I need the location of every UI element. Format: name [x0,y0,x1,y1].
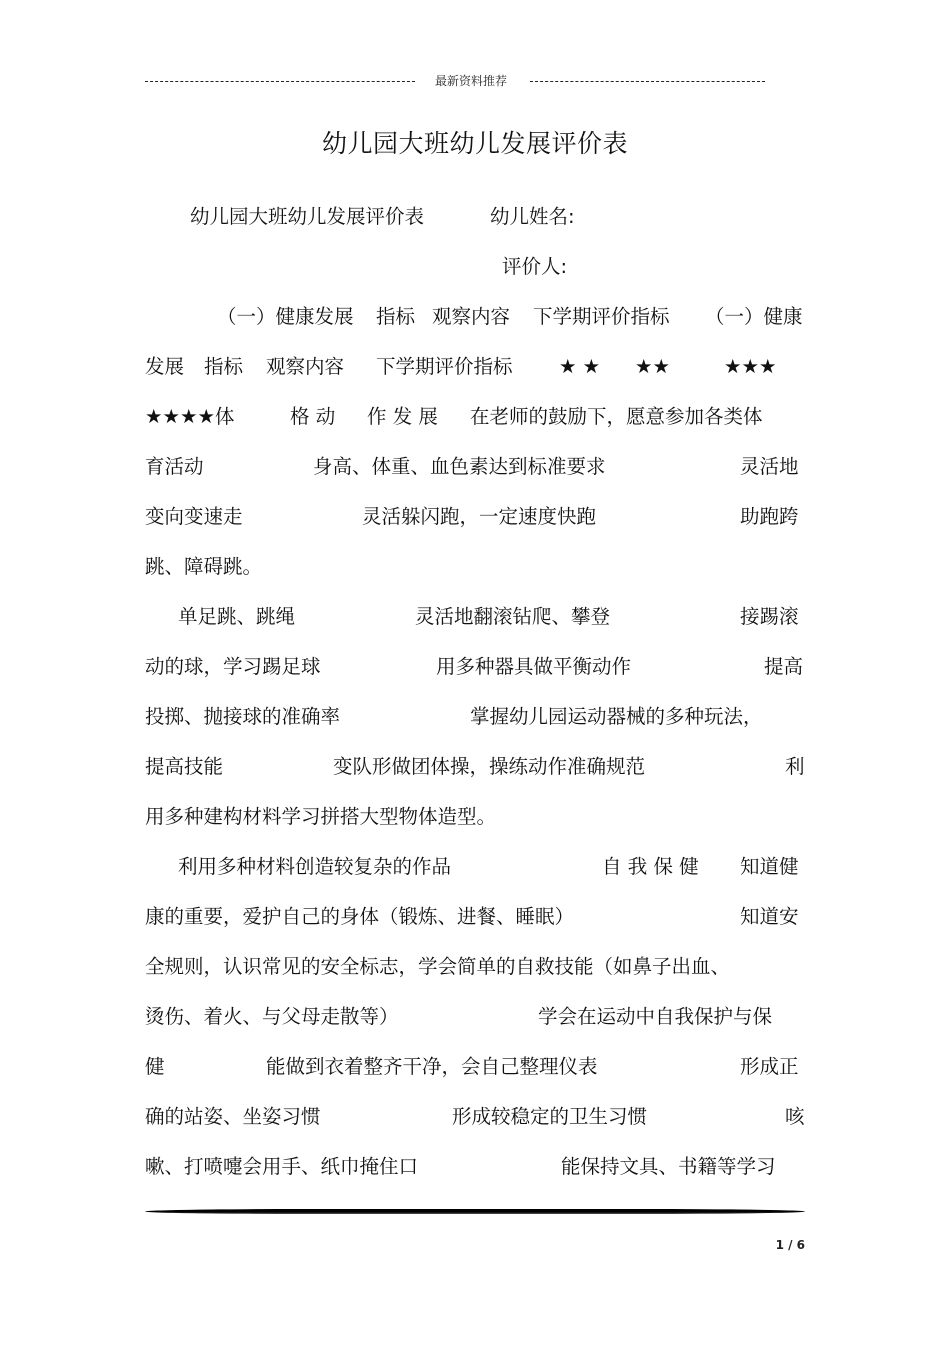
body-line [145,1142,805,1192]
text-segment: 变向变速走 [145,505,243,528]
text-segment: 指标 [376,305,416,328]
text-segment: 确的站姿、坐姿习惯 [145,1105,321,1128]
page-number: 1 / 6 [775,1238,805,1252]
page-header [145,72,805,90]
text-segment: 康的重要，爱护自己的身体（锻炼、进餐、睡眠） [145,905,575,928]
text-segment: ★ ★ [559,355,601,378]
text-segment: 嗽、打喷嚏会用手、纸巾掩住口 [145,1155,419,1178]
text-segment: 知道安 [740,905,799,928]
text-segment: 烫伤、着火、与父母走散等） [145,1005,399,1028]
header-dashed-rule-left [145,81,415,82]
text-segment: 能做到衣着整齐干净，会自己整理仪表 [266,1055,598,1078]
text-segment: 跳、障碍跳。 [145,555,263,578]
footer-rule [145,1209,805,1214]
body-line [145,842,805,892]
text-segment: 单足跳、跳绳 [178,605,296,628]
body-line [145,392,805,442]
text-segment: 幼儿园大班幼儿发展评价表 [190,205,425,228]
text-segment: 动的球，学习踢足球 [145,655,321,678]
body-line [145,942,805,992]
text-segment: 投掷、抛接球的准确率 [145,705,341,728]
text-segment: 接踢滚 [740,605,799,628]
text-segment: 观察内容 [432,305,511,328]
text-segment: 提高技能 [145,755,224,778]
body-line [145,1092,805,1142]
text-segment: 咳 [785,1105,805,1128]
text-segment: 学会在运动中自我保护与保 [538,1005,773,1028]
text-segment: 形成正 [740,1055,799,1078]
text-segment: ★★★★体 [145,405,235,428]
body-line [145,742,805,792]
text-segment: 灵活地翻滚钻爬、攀登 [415,605,611,628]
text-segment: 灵活地 [740,455,799,478]
text-segment: 幼儿姓名: [490,205,575,228]
text-segment: 在老师的鼓励下，愿意参加各类体 [470,405,763,428]
text-segment: （一）健康 [705,305,803,328]
text-segment: 利用多种材料创造较复杂的作品 [178,855,452,878]
text-segment: 下学期评价指标 [533,305,670,328]
text-segment: 自 我 保 健 [602,855,699,878]
text-segment: 育活动 [145,455,204,478]
text-segment: 掌握幼儿园运动器械的多种玩法， [470,705,763,728]
text-segment: 观察内容 [266,355,345,378]
text-segment: 用多种建构材料学习拼搭大型物体造型。 [145,805,497,828]
document-title: 幼儿园大班幼儿发展评价表 [321,129,628,158]
body-line [145,242,805,292]
text-segment: 下学期评价指标 [376,355,513,378]
header-label: 最新资料推荐 [435,74,508,88]
body-line [145,292,805,342]
body-line [145,492,805,542]
body-line [145,592,805,642]
text-segment: 格 动 [290,405,336,428]
header-dashed-rule-right [530,81,765,82]
body-line [145,892,805,942]
body-line [145,342,805,392]
text-segment: 利 [785,755,805,778]
text-segment: ★★ [635,355,670,378]
text-segment: 提高 [764,655,804,678]
body-line [145,192,805,242]
body-line [145,792,805,842]
text-segment: 知道健 [740,855,799,878]
body-line [145,442,805,492]
body-line [145,692,805,742]
text-segment: 发展 [145,355,185,378]
text-segment: 身高、体重、血色素达到标准要求 [313,455,606,478]
text-segment: 健 [145,1055,165,1078]
text-segment: （一）健康发展 [217,305,354,328]
text-segment: 用多种器具做平衡动作 [436,655,632,678]
body-line [145,542,805,592]
text-segment: 灵活躲闪跑，一定速度快跑 [362,505,597,528]
text-segment: 评价人: [502,255,568,278]
body-line [145,992,805,1042]
text-segment: 全规则，认识常见的安全标志，学会简单的自救技能（如鼻子出血、 [145,955,731,978]
text-segment: 变队形做团体操，操练动作准确规范 [333,755,646,778]
text-segment: 作 发 展 [367,405,438,428]
text-segment: 能保持文具、书籍等学习 [561,1155,776,1178]
text-segment: 形成较稳定的卫生习惯 [452,1105,648,1128]
body-line [145,642,805,692]
text-segment: ★★★ [724,355,777,378]
text-segment: 助跑跨 [740,505,799,528]
text-segment: 指标 [204,355,244,378]
body-line [145,1042,805,1092]
